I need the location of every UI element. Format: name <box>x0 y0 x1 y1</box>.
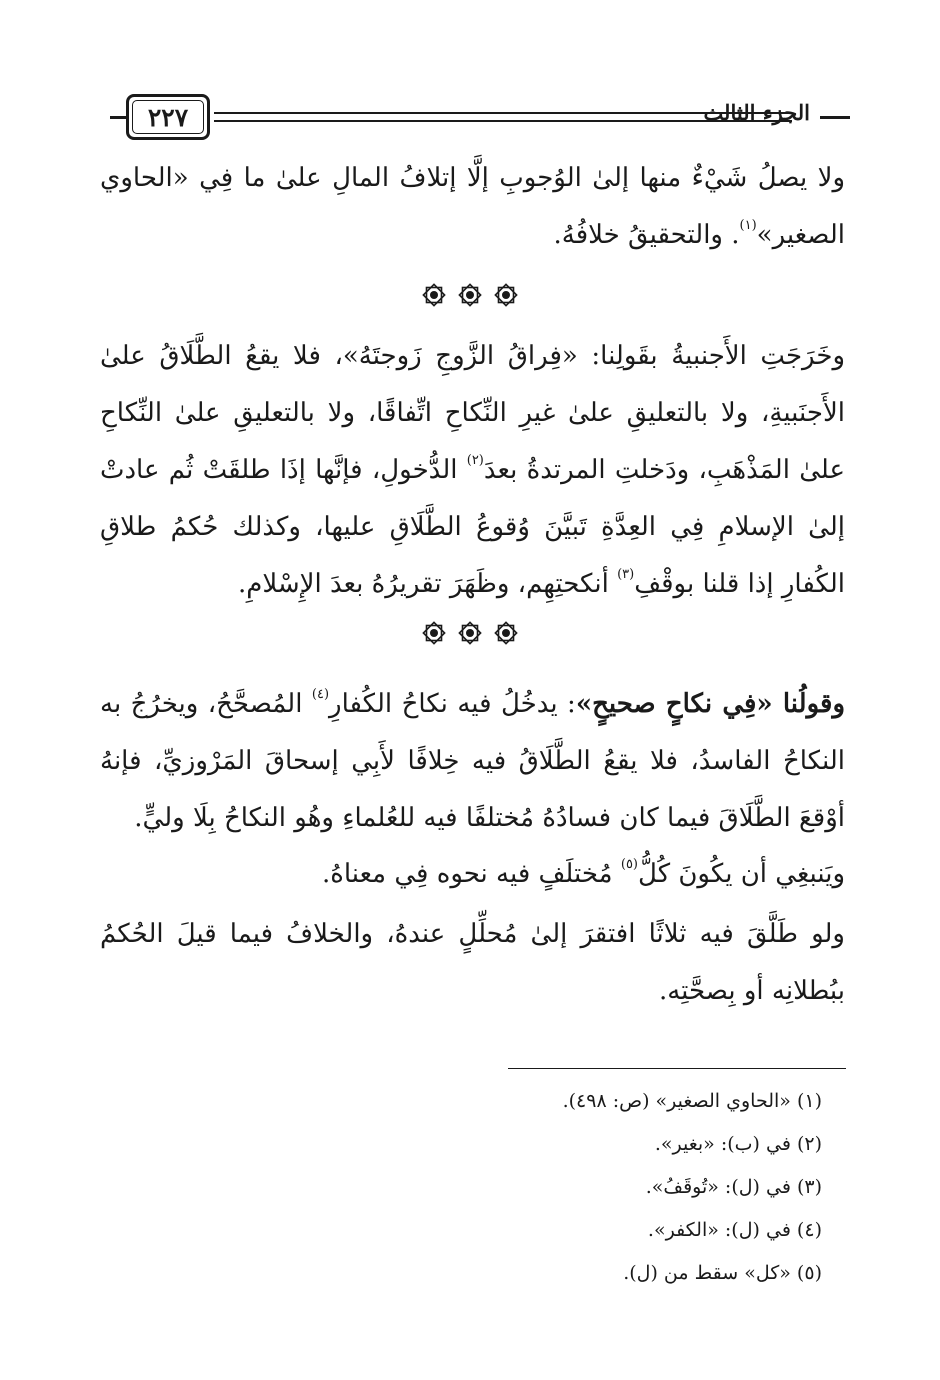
footnote-ref-3: (٣) <box>617 567 635 582</box>
footnote-1: (١) «الحاوي الصغير» (ص: ٤٩٨). <box>562 1090 822 1112</box>
paragraph-3-text-b: المُصحَّحُ، ويخرُجُ به النكاحُ الفاسدُ، فلا يقعُ الطَّلَاقُ فيه خِلافًا لأَبِي إسحاقَ المَرْوزيِّ، فإنهُ أوْقعَ الطَّلَاقَ فيما كان فسادُهُ مُختلفًا فيه للعُلماءِ وهُو النكاحُ بِلَا وليٍّ. <box>100 689 845 833</box>
footnote-3: (٣) في (ل): «تُوقَفُ». <box>645 1176 822 1198</box>
paragraph-1 <box>100 150 845 264</box>
eight-point-star-icon <box>457 282 483 308</box>
footnote-2: (٢) في (ب): «بغير». <box>654 1133 822 1155</box>
footnote-4: (٤) في (ل): «الكفر». <box>647 1219 822 1241</box>
running-title: الجزء الثالث <box>703 100 810 125</box>
page-number <box>126 94 210 140</box>
footnote-ref-4: (٤) <box>311 687 330 702</box>
paragraph-2-text-c: أنكحتِهِم، وظَهَرَ تقريرُهُ بعدَ الإِسْلامِ. <box>237 569 618 599</box>
page-header <box>110 94 850 144</box>
paragraph-4-text-b: مُختلَفٍ فيه نحوه فِي معناهُ. <box>321 859 621 889</box>
footnote-ref-5: (٥) <box>620 857 638 872</box>
paragraph-3-text-a: : يدخُلُ فيه نكاحُ الكُفارِ <box>329 689 576 719</box>
header-rule-tick-left <box>110 116 126 119</box>
section-separator-2 <box>0 618 940 648</box>
eight-point-star-icon <box>457 620 483 646</box>
section-separator-1 <box>0 280 940 310</box>
paragraph-2-text-a: وخَرَجَتِ الأَجنبيةُ بقَولِنا: «فِراقُ الزَّوجِ زَوجتَهُ»، فلا يقعُ الطَّلَاقُ علىٰ الأَجنَبيةِ، ولا بالتعليقِ علىٰ غيرِ النِّكاحِ اتِّفاقًا، ولا بالتعليقِ علىٰ النِّكاحِ علىٰ المَذْهَبِ، ودَخلتِ المرتدةُ بعدَ <box>100 341 846 485</box>
page-number-text: ٢٢٧ <box>147 102 189 132</box>
paragraph-4 <box>100 846 845 903</box>
paragraph-5-text: ولو طَلَّقَ فيه ثلاثًا افتقرَ إلىٰ مُحلِّلٍ عندهُ، والخلافُ فيما قيلَ الحُكمُ ببُطلانِه أو بِصحَّتِه. <box>100 919 845 1006</box>
footnote-5: (٥) «كل» سقط من (ل). <box>623 1262 822 1284</box>
footnotes <box>322 1080 822 1295</box>
eight-point-star-icon <box>421 620 447 646</box>
paragraph-3-lead-quote: وقولُنا «فِي نكاحٍ صحيحٍ» <box>575 689 845 719</box>
eight-point-star-icon <box>493 620 519 646</box>
paragraph-2-text-b: الدُّخولِ، فإنَّها إذَا طلقَتْ ثُم عادتْ إلىٰ الإسلامِ فِي العِدَّةِ تَبيَّنَ وُقوعُ الطَّلَاقِ عليها، وكذلك حُكمُ طلاقِ الكُفارِ إذا قلنا بوقْفِ <box>100 455 845 599</box>
footnote-ref-1: (١) <box>739 218 757 233</box>
paragraph-1-text: ولا يصلُ شَيْءٌ منها إلىٰ الوُجوبِ إلَّا إتلافُ المالِ علىٰ ما فِي «الحاوي الصغير» <box>100 163 845 250</box>
paragraph-5 <box>100 906 845 1020</box>
paragraph-2 <box>100 328 845 613</box>
eight-point-star-icon <box>421 282 447 308</box>
paragraph-4-text-a: ويَنبغِي أن يكُونَ كُلُّ <box>638 859 845 889</box>
paragraph-1-tail: . والتحقيقُ خلافُهُ. <box>553 220 740 250</box>
eight-point-star-icon <box>493 282 519 308</box>
paragraph-3 <box>100 676 845 847</box>
header-rule-tick-right <box>820 116 850 119</box>
footnote-ref-2: (٢) <box>466 453 484 468</box>
footnote-separator-rule <box>508 1068 846 1069</box>
